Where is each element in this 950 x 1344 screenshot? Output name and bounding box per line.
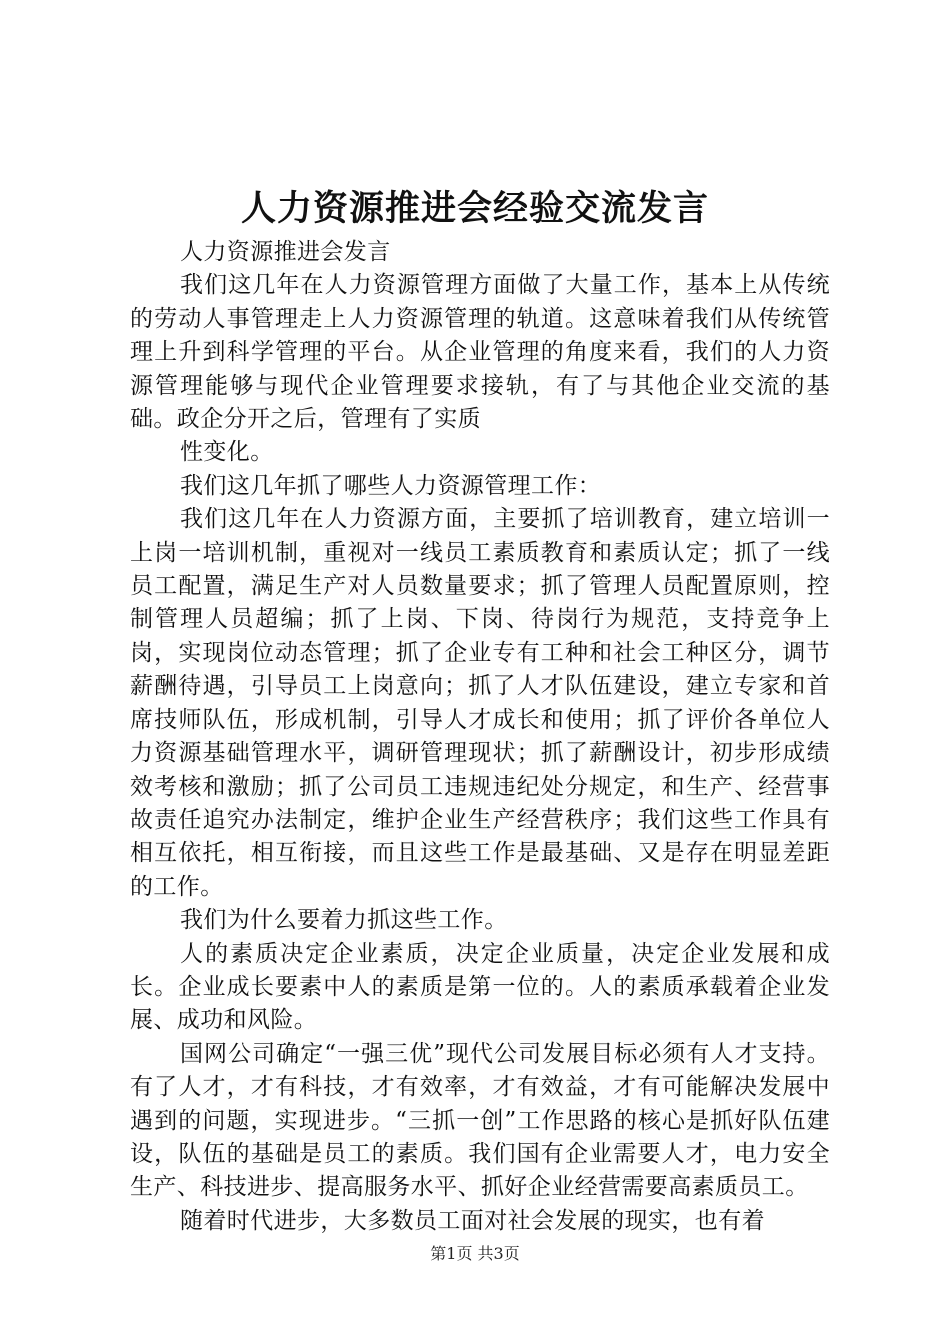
paragraph: 我们这几年抓了哪些人力资源管理工作： <box>180 472 602 499</box>
paragraph: 国网公司确定“一强三优”现代公司发展目标必须有人才支持。有了人才，才有科技，才有效率，才有效益，才有可能解决发展中遇到的问题，实现进步。“三抓一创”工作思路的核心是抓好队伍建设，队伍的基础是员工的素质。我们国有企业需要人才，电力安全生产、科技进步、提高服务水平、抓好企业经营需要高素质员工。 <box>130 1040 830 1201</box>
page-footer: 第1页 共3页 <box>430 1244 520 1263</box>
document-body <box>130 236 830 1238</box>
paragraph: 性变化。 <box>180 439 274 466</box>
paragraph: 我们为什么要着力抓这些工作。 <box>180 907 508 934</box>
paragraph: 我们这几年在人力资源管理方面做了大量工作，基本上从传统的劳动人事管理走上人力资源管理的轨道。这意味着我们从传统管理上升到科学管理的平台。从企业管理的角度来看，我们的人力资源管理能够与现代企业管理要求接轨，有了与其他企业交流的基础。政企分开之后，管理有了实质 <box>130 272 830 433</box>
paragraph: 随着时代进步，大多数员工面对社会发展的现实，也有着 <box>180 1207 765 1234</box>
paragraph: 人的素质决定企业素质，决定企业质量，决定企业发展和成长。企业成长要素中人的素质是第一位的。人的素质承载着企业发展、成功和风险。 <box>130 940 830 1034</box>
paragraph: 人力资源推进会发言 <box>180 239 391 265</box>
document-title: 人力资源推进会经验交流发言 <box>240 188 709 229</box>
paragraph: 我们这几年在人力资源方面，主要抓了培训教育，建立培训一上岗一培训机制，重视对一线员工素质教育和素质认定；抓了一线员工配置，满足生产对人员数量要求；抓了管理人员配置原则，控制管理人员超编；抓了上岗、下岗、待岗行为规范，支持竞争上岗，实现岗位动态管理；抓了企业专有工种和社会工种区分，调节薪酬待遇，引导员工上岗意向；抓了人才队伍建设，建立专家和首席技师队伍，形成机制，引导人才成长和使用；抓了评价各单位人力资源基础管理水平，调研管理现状；抓了薪酬设计，初步形成绩效考核和激励；抓了公司员工违规违纪处分规定，和生产、经营事故责任追究办法制定，维护企业生产经营秩序；我们这些工作具有相互依托，相互衔接，而且这些工作是最基础、又是存在明显差距的工作。 <box>130 506 830 900</box>
